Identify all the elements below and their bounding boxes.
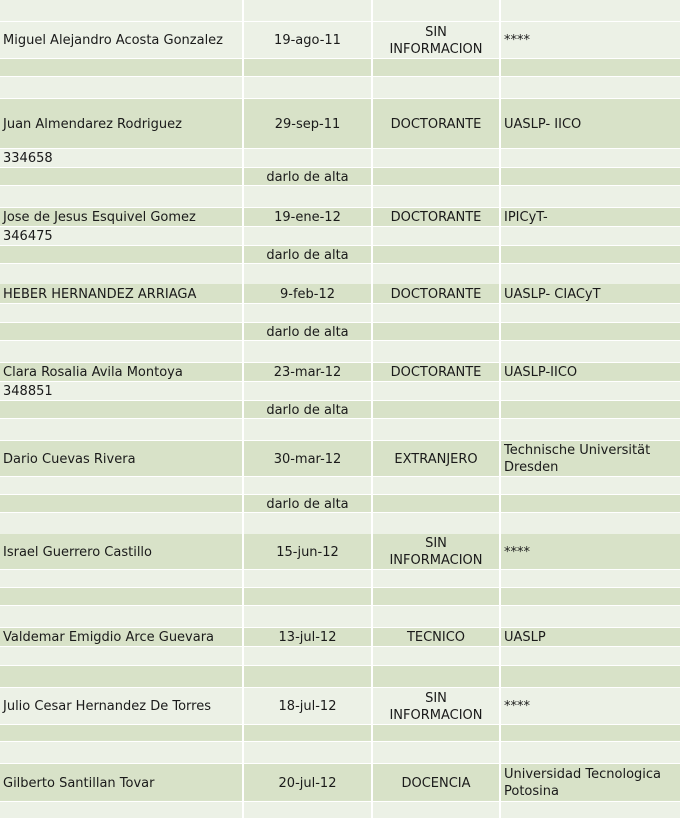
institution-cell [501, 0, 680, 22]
table-row [0, 628, 680, 647]
status-cell: DOCTORANTE [373, 284, 501, 304]
status-cell [373, 606, 501, 628]
date-cell [244, 725, 373, 742]
date-cell [244, 227, 373, 246]
name-cell [0, 725, 244, 742]
name-cell: Miguel Alejandro Acosta Gonzalez [0, 22, 244, 59]
status-cell [373, 59, 501, 77]
status-cell [373, 341, 501, 363]
table-row [0, 588, 680, 606]
table-row [0, 99, 680, 149]
institution-cell: UASLP-IICO [504, 365, 578, 380]
table-row [0, 725, 680, 742]
institution-cell [501, 77, 680, 99]
name-cell [0, 495, 244, 513]
date-cell: 19-ene-12 [244, 208, 373, 227]
date-cell [244, 666, 373, 688]
date-cell: 9-feb-12 [244, 284, 373, 304]
institution-cell: UASLP [504, 630, 546, 645]
status-cell [373, 725, 501, 742]
date-cell [244, 264, 373, 286]
table-row [0, 606, 680, 628]
name-cell [0, 304, 244, 323]
date-cell: darlo de alta [244, 168, 373, 186]
name-cell [0, 77, 244, 99]
table-row [0, 363, 680, 382]
table-row [0, 401, 680, 419]
status-cell [373, 246, 501, 264]
date-cell [244, 647, 373, 666]
date-cell [244, 570, 373, 588]
institution-cell [501, 666, 680, 688]
name-cell [0, 401, 244, 419]
name-cell [0, 588, 244, 606]
institution-cell [501, 419, 680, 441]
institution-cell [501, 647, 680, 666]
institution-cell [501, 59, 680, 77]
institution-cell: Universidad Tecnologica Potosina [504, 767, 662, 799]
name-cell: Dario Cuevas Rivera [0, 441, 244, 477]
name-cell: 348851 [0, 382, 244, 401]
institution-cell [501, 168, 680, 186]
table-row [0, 264, 680, 286]
institution-cell [501, 802, 680, 819]
institution-cell: IPICyT- [504, 210, 548, 225]
date-cell: darlo de alta [244, 323, 373, 341]
status-cell: DOCTORANTE [373, 99, 501, 149]
name-cell [0, 264, 244, 286]
date-cell: darlo de alta [244, 401, 373, 419]
date-cell [244, 419, 373, 441]
name-cell [0, 802, 244, 819]
name-cell [0, 477, 244, 495]
institution-cell [501, 606, 680, 628]
table-row [0, 441, 680, 477]
name-cell [0, 59, 244, 77]
date-cell [244, 606, 373, 628]
status-cell [373, 419, 501, 441]
status-cell [373, 802, 501, 819]
table-row [0, 382, 680, 401]
date-cell [244, 304, 373, 323]
table-row [0, 341, 680, 363]
name-cell: Gilberto Santillan Tovar [0, 764, 244, 802]
status-cell [373, 647, 501, 666]
date-cell [244, 77, 373, 99]
date-cell: 13-jul-12 [244, 628, 373, 647]
status-cell: DOCTORANTE [373, 208, 501, 227]
institution-cell: **** [504, 699, 530, 714]
institution-cell [501, 742, 680, 764]
date-cell: darlo de alta [244, 495, 373, 513]
table-row [0, 495, 680, 513]
name-cell [0, 0, 244, 22]
name-cell: 334658 [0, 149, 244, 168]
date-cell [244, 59, 373, 77]
institution-cell [501, 382, 680, 401]
table-row [0, 570, 680, 588]
name-cell [0, 186, 244, 208]
table-row [0, 0, 680, 22]
institution-cell [501, 227, 680, 246]
name-cell [0, 419, 244, 441]
date-cell: 30-mar-12 [244, 441, 373, 477]
status-cell [373, 570, 501, 588]
date-cell [244, 186, 373, 208]
date-cell [244, 477, 373, 495]
date-cell [244, 588, 373, 606]
institution-cell: UASLP- CIACyT [504, 286, 601, 302]
status-cell [373, 264, 501, 286]
institution-cell [501, 401, 680, 419]
name-cell: Juan Almendarez Rodriguez [0, 99, 244, 149]
table-row [0, 246, 680, 264]
status-cell: DOCTORANTE [373, 363, 501, 382]
status-cell: SIN INFORMACION [373, 534, 501, 570]
institution-cell [501, 246, 680, 264]
table-row [0, 59, 680, 77]
date-cell: darlo de alta [244, 246, 373, 264]
table-row [0, 227, 680, 246]
institution-cell [501, 264, 680, 286]
table-row [0, 77, 680, 99]
status-cell [373, 401, 501, 419]
status-cell: SIN INFORMACION [373, 22, 501, 59]
status-cell [373, 588, 501, 606]
date-cell [244, 149, 373, 168]
status-cell [373, 168, 501, 186]
table-row [0, 22, 680, 59]
status-cell [373, 323, 501, 341]
name-cell [0, 570, 244, 588]
status-cell [373, 77, 501, 99]
date-cell: 20-jul-12 [244, 764, 373, 802]
status-cell [373, 186, 501, 208]
status-cell: EXTRANJERO [373, 441, 501, 477]
name-cell: Israel Guerrero Castillo [0, 534, 244, 570]
table-row [0, 688, 680, 725]
institution-cell [501, 304, 680, 323]
status-cell [373, 513, 501, 535]
date-cell [244, 513, 373, 535]
status-cell [373, 304, 501, 323]
date-cell [244, 0, 373, 22]
date-cell: 15-jun-12 [244, 534, 373, 570]
date-cell: 19-ago-11 [244, 22, 373, 59]
table-row [0, 168, 680, 186]
date-cell: 23-mar-12 [244, 363, 373, 382]
table-row [0, 304, 680, 323]
name-cell: Clara Rosalia Avila Montoya [0, 363, 244, 382]
name-cell: Valdemar Emigdio Arce Guevara [0, 628, 244, 647]
date-cell: 18-jul-12 [244, 688, 373, 725]
table-row [0, 513, 680, 535]
institution-cell [501, 341, 680, 363]
status-cell [373, 227, 501, 246]
status-cell: TECNICO [373, 628, 501, 647]
institution-cell [501, 186, 680, 208]
institution-cell [501, 495, 680, 513]
status-cell [373, 149, 501, 168]
name-cell [0, 606, 244, 628]
name-cell [0, 168, 244, 186]
name-cell [0, 513, 244, 535]
institution-cell: UASLP- IICO [504, 116, 582, 132]
name-cell: Jose de Jesus Esquivel Gomez [0, 208, 244, 227]
table-row [0, 284, 680, 304]
date-cell: 29-sep-11 [244, 99, 373, 149]
status-cell [373, 0, 501, 22]
status-cell: SIN INFORMACION [373, 688, 501, 725]
name-cell [0, 341, 244, 363]
table-row [0, 208, 680, 227]
institution-cell [501, 323, 680, 341]
name-cell: 346475 [0, 227, 244, 246]
institution-cell [501, 149, 680, 168]
institution-cell: Technische Universität Dresden [504, 443, 651, 475]
name-cell [0, 666, 244, 688]
table-row [0, 323, 680, 341]
table-row [0, 477, 680, 495]
name-cell [0, 323, 244, 341]
name-cell [0, 742, 244, 764]
institution-cell [501, 725, 680, 742]
table-row [0, 419, 680, 441]
table-row [0, 186, 680, 208]
table-row [0, 764, 680, 802]
status-cell [373, 742, 501, 764]
name-cell [0, 647, 244, 666]
status-cell [373, 666, 501, 688]
status-cell [373, 382, 501, 401]
table-row [0, 149, 680, 168]
institution-cell: **** [504, 33, 530, 48]
institution-cell [501, 513, 680, 535]
name-cell [0, 246, 244, 264]
table-row [0, 742, 680, 764]
name-cell: HEBER HERNANDEZ ARRIAGA [0, 284, 244, 304]
status-cell [373, 477, 501, 495]
status-cell [373, 495, 501, 513]
name-cell: Julio Cesar Hernandez De Torres [0, 688, 244, 725]
institution-cell [501, 588, 680, 606]
status-cell: DOCENCIA [373, 764, 501, 802]
table-row [0, 666, 680, 688]
table-row [0, 647, 680, 666]
date-cell [244, 382, 373, 401]
institution-cell [501, 570, 680, 588]
institution-cell: **** [504, 544, 530, 560]
date-cell [244, 742, 373, 764]
table-row [0, 534, 680, 570]
date-cell [244, 341, 373, 363]
table-row [0, 802, 680, 819]
date-cell [244, 802, 373, 819]
institution-cell [501, 477, 680, 495]
